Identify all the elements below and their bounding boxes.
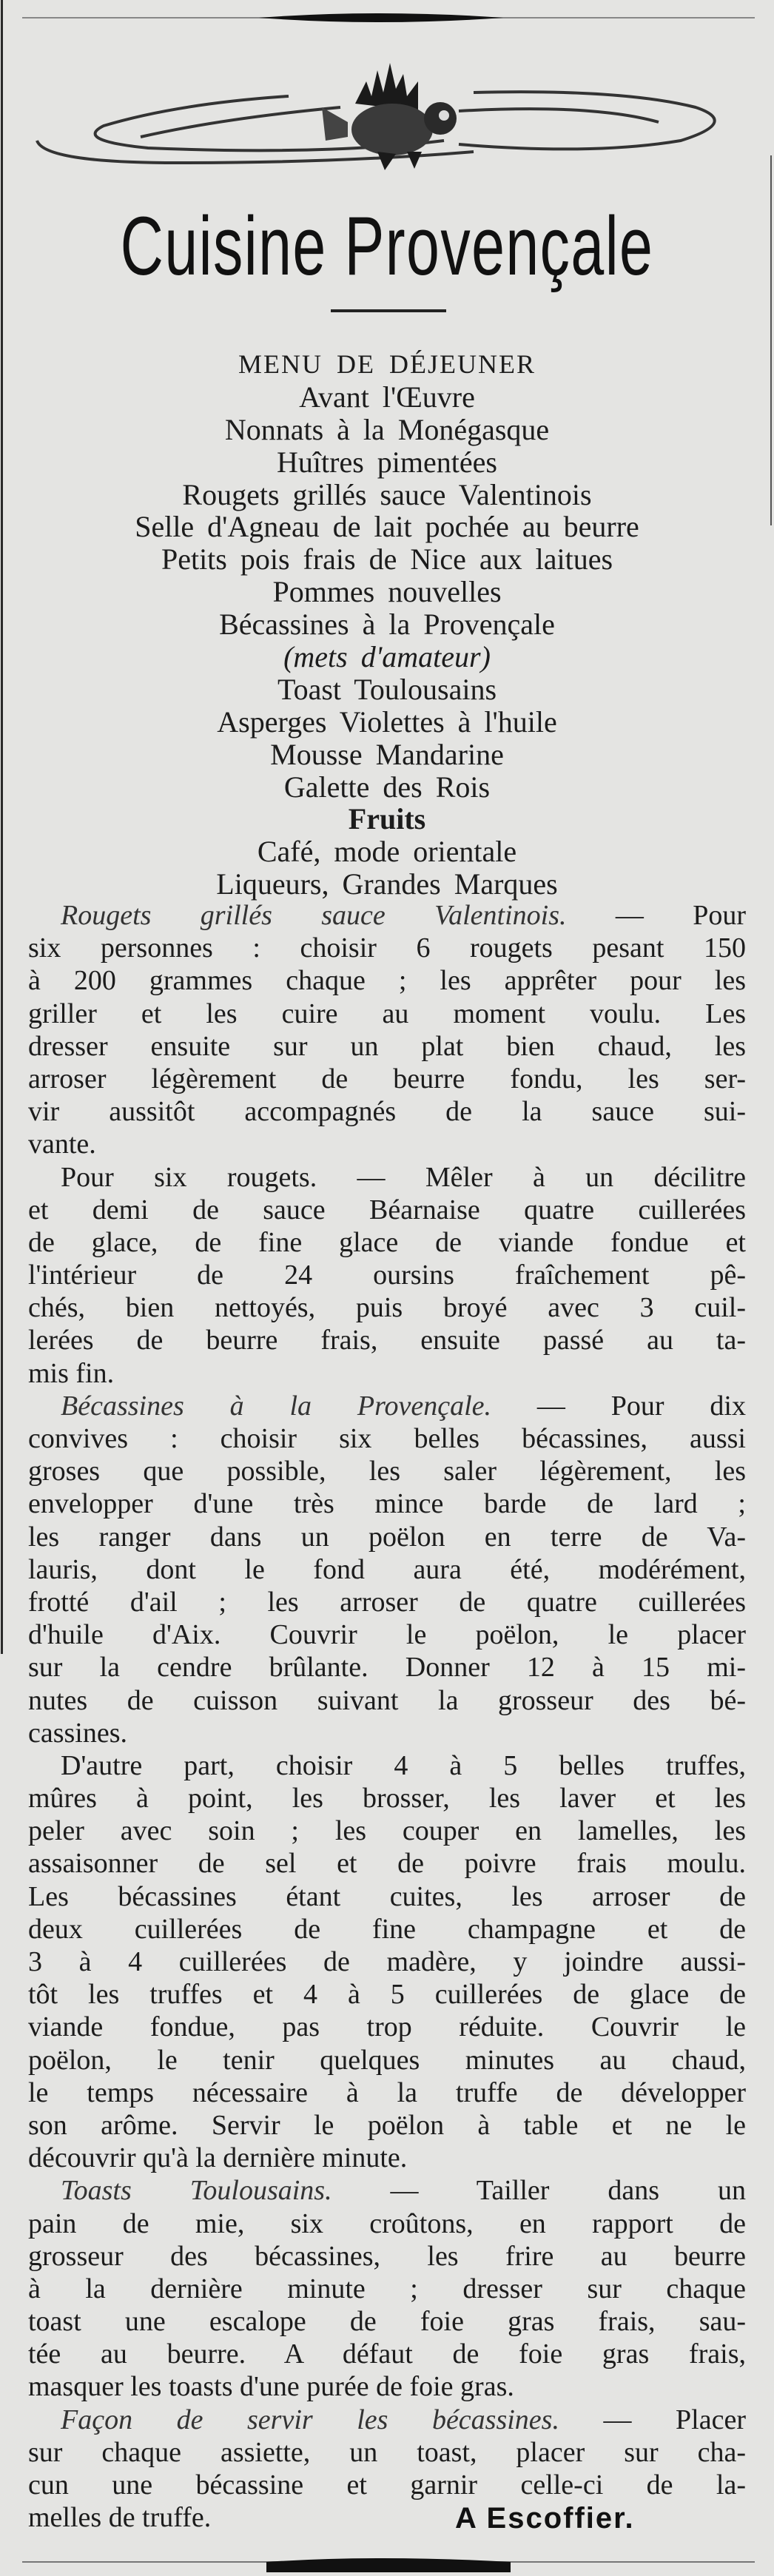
paragraph-line: le temps nécessaire à la truffe de développer [28,2076,746,2108]
menu-item: Café, mode orientale [257,835,517,869]
paragraph-line: vante. [28,1129,96,1160]
paragraph-line: melles de truffe. [28,2502,212,2534]
paragraph-line: masquer les toasts d'une purée de foie gras. [28,2371,514,2403]
page-title: Cuisine Provençale [120,200,654,292]
paragraph-first-line [28,1161,746,1194]
paragraph-line: poëlon, le tenir quelques minutes au chaud, [28,2044,746,2076]
paragraph-line: six personnes : choisir 6 rougets pesant 150 [28,932,746,964]
paragraph-line: lauris, dont le fond aura été, modérément, [28,1553,746,1585]
bottom-diamond-rule-icon [22,2555,755,2572]
paragraph-line: l'intérieur de 24 oursins fraîchement pê- [28,1260,746,1291]
paragraph-line: dresser ensuite sur un plat bien chaud, les [28,1030,746,1062]
paragraph-line: de glace, de fine glace de viande fondue et [28,1226,746,1258]
paragraph-line: tôt les truffes et 4 à 5 cuillerées de glace de [28,1979,746,2011]
menu-item: Bécassines à la Provençale [219,608,555,642]
paragraph-line: lerées de beurre frais, ensuite passé au ta- [28,1325,746,1356]
paragraph-line: son arôme. Servir le poëlon à table et ne le [28,2109,746,2141]
menu-item: Rougets grillés sauce Valentinois [182,477,592,511]
article-body [28,899,746,2534]
paragraph-line: les ranger dans un poëlon en terre de Va- [28,1521,746,1553]
paragraph-line: Les bécassines étant cuites, les arroser de [28,1880,746,1912]
paragraph-line: à la dernière minute ; dresser sur chaque [28,2273,746,2304]
paragraph-line: viande fondue, pas trop réduite. Couvrir le [28,2011,746,2043]
paragraph-line: mis fin. [28,1357,115,1389]
menu-item: Avant l'Œuvre [299,380,475,414]
menu-item: Liqueurs, Grandes Marques [216,867,558,901]
paragraph-line: chés, bien nettoyés, puis broyé avec 3 cuil- [28,1292,746,1324]
paragraph-line: découvrir qu'à la dernière minute. [28,2142,408,2174]
paragraph-first-line [28,2404,746,2436]
menu-item: Petits pois frais de Nice aux laitues [161,542,613,576]
paragraph-line: deux cuillerées de fine champagne et de [28,1913,746,1945]
paragraph-line: groses que possible, les saler légèrement, les [28,1456,746,1487]
paragraph-first-line [28,2174,746,2207]
menu-heading: MENU DE DÉJEUNER [238,349,536,379]
paragraph-line: grosseur des bécassines, les frire au beurre [28,2240,746,2272]
menu-list [0,349,774,901]
paragraph-first-line [28,1749,746,1782]
paragraph-line: nutes de cuisson suivant la grosseur des bé- [28,1684,746,1716]
paragraph-first-line [28,899,746,932]
paragraph-line: griller et les cuire au moment voulu. Les [28,998,746,1029]
menu-item: Toast Toulousains [277,672,497,706]
paragraph-line: convives : choisir six belles bécassines, aussi [28,1423,746,1454]
menu-item: Nonnats à la Monégasque [224,412,550,446]
menu-item: Galette des Rois [283,770,491,804]
paragraph-line: frotté d'ail ; les arroser de quatre cuillerées [28,1586,746,1618]
paragraph-text: — Placer [559,2404,746,2435]
paragraph-line: peler avec soin ; les couper en lamelles, les [28,1815,746,1847]
top-diamond-rule-icon [22,10,755,25]
paragraph-line: et demi de sauce Béarnaise quatre cuillerées [28,1194,746,1225]
paragraph-line: sur la cendre brûlante. Donner 12 à 15 mi- [28,1652,746,1684]
paragraph-text: D'autre part, choisir 4 à 5 belles truffes, [61,1749,746,1781]
menu-item: Mousse Mandarine [270,737,504,771]
author-signature: A Escoffier. [455,2502,635,2535]
paragraph-line: pain de mie, six croûtons, en rapport de [28,2207,746,2239]
paragraph-line: cun une bécassine et garnir celle-ci de la- [28,2469,746,2501]
paragraph-line: d'huile d'Aix. Couvrir le poëlon, le placer [28,1619,746,1651]
menu-item: (mets d'amateur) [283,640,491,674]
paragraph-text: — Pour dix [491,1390,746,1422]
paragraph-line: arroser légèrement de beurre fondu, les ser- [28,1063,746,1094]
paragraph-line: sur chaque assiette, un toast, placer sur cha- [28,2436,746,2468]
recipe-title: Rougets grillés sauce Valentinois. [61,900,567,931]
paragraph-line: mûres à point, les brosser, les laver et les [28,1783,746,1815]
title-divider [331,309,446,312]
paragraph-line: cassines. [28,1717,128,1749]
paragraph-text: Pour six rougets. — Mêler à un décilitre [61,1161,746,1193]
paragraph-line: à 200 grammes chaque ; les apprêter pour les [28,965,746,997]
paragraph-line: 3 à 4 cuillerées de madère, y joindre aussi- [28,1946,746,1977]
menu-item: Fruits [348,802,426,836]
paragraph-line: assaisonner de sel et de poivre frais moulu. [28,1848,746,1880]
paragraph-text: — Tailler dans un [332,2175,746,2207]
paragraph-line: tée au beurre. A défaut de foie gras frais, [28,2338,746,2370]
paragraph-line: toast une escalope de foie gras frais, sau- [28,2306,746,2338]
menu-item: Pommes nouvelles [272,575,502,609]
menu-item: Asperges Violettes à l'huile [217,704,557,739]
recipe-title: Bécassines à la Provençale. [61,1390,492,1422]
paragraph-text: — Pour [566,900,746,931]
paragraph-line: vir aussitôt accompagnés de la sauce sui- [28,1096,746,1128]
recipe-title: Façon de servir les bécassines. [61,2404,559,2435]
menu-item: Huîtres pimentées [277,445,497,479]
paragraph-first-line [28,1390,746,1422]
menu-item: Selle d'Agneau de lait pochée au beurre [135,510,639,544]
recipe-title: Toasts Toulousains. [61,2175,332,2207]
paragraph-line: envelopper d'une très mince barde de lard ; [28,1488,746,1520]
fish-ornament-icon [30,52,755,178]
